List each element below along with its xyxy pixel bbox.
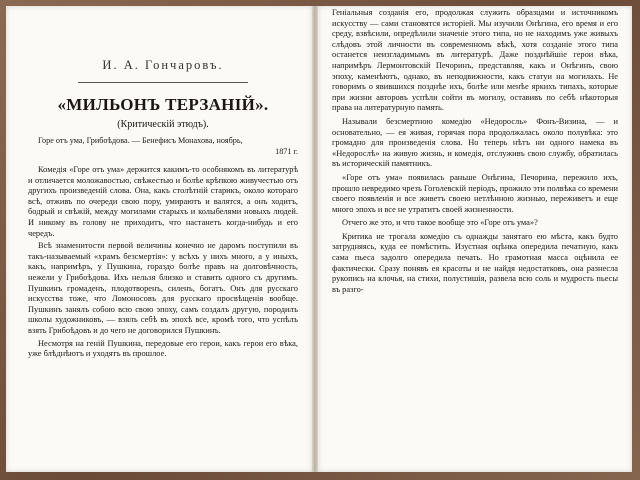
source-line: Горе отъ ума, Грибоѣдова. — Бенефисъ Монахова, ноябрь,: [38, 136, 243, 145]
paragraph: Комедія «Горе отъ ума» держится какимъ-то особнякомъ въ литературѣ и отличается моложавостью, свѣжестью и болѣе крѣпкою живучестью отъ другихъ произведеній слова. Она, какъ столѣтній старикъ, около котораго всѣ, отживъ по очереди свою пору, умираютъ и валятся, а онъ ходитъ, бодрый и свѣжій, между могилами старыхъ и колыбелями новыхъ людей. И никому въ голову не приходитъ, что настанетъ когда-нибудь и его чередъ.: [28, 165, 298, 238]
paragraph: Геніальныя созданія его, продолжая служить образцами и источникомъ искусству — сами становятся исторіей. Мы изучили Онѣгина, его время и его среду, взвѣсили, опредѣлили значеніе этого типа, но не находимъ уже живыхъ слѣдовъ этой личности въ современномъ вѣкѣ, хотя созданіе этого типа останется неизгладимымъ въ литературѣ. Даже позднѣйшіе герои вѣка, напримѣръ Лермонтовскій Печоринъ, представляя, какъ и Онѣгинъ, свою эпоху, каменѣютъ, однако, въ неподвижности, какъ статуи на могилахъ. Не говоримъ о явившихся позднѣе ихъ, болѣе или менѣе яркихъ типахъ, которые при жизни авторовъ успѣли сойти въ могилу, оставивъ по себѣ нѣкоторыя права на литературную память.: [332, 8, 618, 113]
right-page: [318, 6, 632, 472]
paragraph: Несмотря на геній Пушкина, передовые его герои, какъ герои его вѣка, уже блѣднѣютъ и уходятъ въ прошлое.: [28, 338, 298, 359]
paragraph: Критика не трогала комедію съ однажды занятаго ею мѣста, какъ будто затрудняясь, куда ее помѣстить. Изустная оцѣнка опередила печатную, какъ сама пьеса задолго опередила печать. Но грамотная масса оцѣнила ее фактически. Сразу понявъ ея красоты и не найдя недостатковъ, она разнесла рукопись на клочья, на стихи, полустишія, развела всю соль и мудрость пьесы въ разго-: [332, 231, 618, 294]
essay-title: «МИЛЬОНЪ ТЕРЗАНІЙ».: [57, 95, 269, 114]
paragraph: Всѣ знаменитости первой величины конечно не даромъ поступили въ такъ-называемый «храмъ безсмертія»: у всѣхъ у нихъ много, а у иныхъ, какъ, напримѣръ, у Пушкина, гораздо болѣе правъ на долговѣчность, нежели у Грибоѣдова. Ихъ нельзя близко и ставить одного съ другимъ. Пушкинъ громаденъ, плодотворенъ, силенъ, богатъ. Онъ для русскаго искусства тоже, что Ломоносовъ для русскаго просвѣщенія вообще. Пушкинъ занялъ собою всю свою эпоху, самъ создалъ другую, породилъ школы художниковъ, — взялъ себѣ въ эпохѣ все, кромѣ того, что успѣлъ взять Грибоѣдовъ и до чего не договорился Пушкинъ.: [28, 241, 298, 335]
right-body-text: [332, 8, 618, 295]
source-year: 1871 г.: [275, 146, 298, 156]
author-name: И. А. Гончаровъ.: [102, 58, 224, 72]
left-page: [6, 6, 312, 472]
left-body-text: [28, 165, 298, 360]
left-page-content: [28, 6, 298, 362]
essay-subtitle: (Критическій этюдъ).: [117, 119, 209, 130]
paragraph: «Горе отъ ума» появилась раньше Онѣгина, Печорина, пережило ихъ, прошло невредимо чрезъ Гоголевскій періодъ, прожило эти полвѣка со времени своего появленія и все живетъ своею нетлѣнною жизнью, переживетъ и еще много эпохъ и все не утратитъ своей жизненности.: [332, 172, 618, 214]
paragraph: Отчего же это, и что такое вообще это «Горе отъ ума»?: [342, 218, 538, 228]
right-page-content: [332, 8, 618, 298]
paragraph: Называли безсмертною комедію «Недоросль» Фонъ-Визина, — и основательно, — ея живая, горячая пора продолжалась около полувѣка: это громадно для произведенія слова. Но теперь нѣтъ ни одного намека въ «Недорослѣ» на живую жизнь, и комедія, отслуживъ свою службу, обратилась въ историческій памятникъ.: [332, 116, 618, 169]
title-divider: [78, 82, 248, 83]
